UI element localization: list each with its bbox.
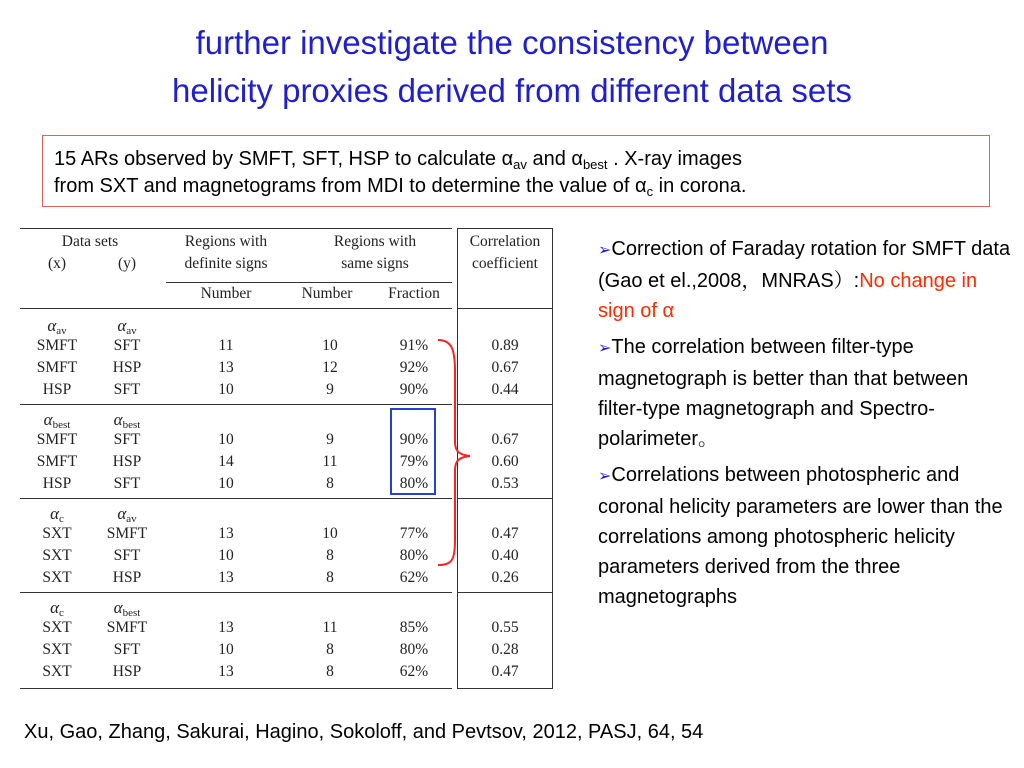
header-same: Regions with — [333, 233, 417, 250]
table-cell: HSP — [112, 569, 142, 586]
bullet-text: The correlation between filter-type magnetograph is better than that between filter-type magnetograph and Spectro- polarimeter。 — [598, 336, 969, 450]
table-cell: 10 — [218, 547, 234, 564]
slide-title-line1: further investigate the consistency between — [195, 24, 829, 61]
table-cell: 11 — [218, 337, 234, 354]
header-fraction: Fraction — [388, 285, 440, 302]
table-cell: SFT — [113, 547, 141, 564]
table-cell: 0.47 — [491, 525, 519, 542]
bullet-item — [598, 332, 1018, 454]
table-cell: SMFT — [36, 337, 78, 354]
header-number: Number — [301, 285, 353, 302]
table-cell: 80% — [399, 475, 429, 492]
table-cell: 13 — [218, 525, 234, 542]
group-x-alpha: $\alpha_{av}$ — [47, 316, 67, 337]
bullet-item — [598, 234, 1018, 326]
bullet-item — [598, 460, 1018, 612]
table-cell: 11 — [322, 619, 338, 636]
table-cell: 8 — [326, 569, 334, 586]
table-cell: 8 — [326, 641, 334, 658]
arrow-bullet-icon: ➢ — [598, 468, 612, 485]
table-cell: 91% — [399, 337, 429, 354]
bullet-list — [598, 234, 1018, 618]
table-cell: 0.40 — [491, 547, 519, 564]
table-cell: SXT — [42, 547, 72, 564]
header-number: Number — [200, 285, 252, 302]
header-corr: Correlation — [469, 233, 541, 250]
table-cell: 0.89 — [491, 337, 519, 354]
intro-sub: best — [582, 157, 608, 172]
table-cell: HSP — [112, 453, 142, 470]
table-cell: SMFT — [106, 525, 148, 542]
table-cell: SFT — [113, 381, 141, 398]
slide-title-line2: helicity proxies derived from different data sets — [172, 72, 852, 109]
table-cell: HSP — [112, 359, 142, 376]
table-cell: HSP — [112, 663, 142, 680]
table-cell: 92% — [399, 359, 429, 376]
table-cell: 12 — [322, 359, 338, 376]
table-cell: SXT — [42, 641, 72, 658]
table-cell: 9 — [326, 431, 334, 448]
table-cell: HSP — [42, 381, 72, 398]
table-cell: 11 — [322, 453, 338, 470]
arrow-bullet-icon: ➢ — [598, 340, 612, 357]
intro-text: and α — [526, 148, 583, 170]
table-cell: SFT — [113, 641, 141, 658]
table-cell: 8 — [326, 663, 334, 680]
table-cell: 8 — [326, 475, 334, 492]
arrow-bullet-icon: ➢ — [598, 242, 612, 259]
header-y: (y) — [117, 255, 137, 272]
table-cell: 0.53 — [491, 475, 519, 492]
curly-bracket — [438, 340, 470, 565]
table-cell: 0.55 — [491, 619, 519, 636]
table-cell: 0.47 — [491, 663, 519, 680]
table-cell: 90% — [399, 431, 429, 448]
table-cell: SXT — [42, 619, 72, 636]
intro-text: from SXT and magnetograms from MDI to determine the value of α — [54, 175, 647, 197]
table-cell: 80% — [399, 641, 429, 658]
bullet-highlight: No change in sign of α — [598, 270, 978, 322]
highlight-box — [391, 409, 435, 494]
table-cell: 90% — [399, 381, 429, 398]
bullet-text: Correlations between photospheric and coronal helicity parameters are lower than the correlations among photospheric helicity parameters derived from the three magnetographs — [598, 464, 1003, 608]
citation: Xu, Gao, Zhang, Sakurai, Hagino, Sokoloff, and Pevtsov, 2012, PASJ, 64, 54 — [24, 721, 704, 743]
header-same: same signs — [341, 255, 409, 272]
header-definite: definite signs — [184, 255, 268, 272]
table-cell: 13 — [218, 569, 234, 586]
table-cell: 10 — [322, 525, 338, 542]
group-x-alpha: $\alpha_c$ — [50, 504, 64, 525]
table-cell: 0.67 — [491, 359, 519, 376]
intro-sub: c — [646, 184, 654, 199]
intro-text: . X-ray images — [607, 148, 743, 170]
table-cell: 0.26 — [491, 569, 519, 586]
table-cell: SFT — [113, 475, 141, 492]
table-cell: 13 — [218, 663, 234, 680]
table-cell: 10 — [322, 337, 338, 354]
table-cell: 62% — [399, 569, 429, 586]
group-y-alpha: $\alpha_{best}$ — [113, 598, 141, 619]
table-cell: SFT — [113, 431, 141, 448]
group-y-alpha: $\alpha_{av}$ — [117, 504, 137, 525]
table-cell: HSP — [42, 475, 72, 492]
header-data-sets: Data sets — [61, 233, 119, 250]
table-cell: 0.67 — [491, 431, 519, 448]
table-cell: 10 — [218, 475, 234, 492]
table-cell: SXT — [42, 663, 72, 680]
table-cell: 80% — [399, 547, 429, 564]
table-cell: 10 — [218, 381, 234, 398]
intro-text: in corona. — [653, 175, 747, 197]
header-corr: coefficient — [472, 255, 538, 272]
group-x-alpha: $\alpha_{best}$ — [43, 410, 71, 431]
header-x: (x) — [47, 255, 67, 272]
table-cell: 9 — [326, 381, 334, 398]
table-cell: 0.28 — [491, 641, 519, 658]
table-cell: SXT — [42, 569, 72, 586]
table-cell: 8 — [326, 547, 334, 564]
group-x-alpha: $\alpha_c$ — [50, 598, 64, 619]
table-cell: 0.60 — [491, 453, 519, 470]
table-cell: 13 — [218, 619, 234, 636]
table-cell: SMFT — [36, 359, 78, 376]
table-cell: SMFT — [36, 453, 78, 470]
table-cell: 79% — [399, 453, 429, 470]
table-cell: SMFT — [36, 431, 78, 448]
table-cell: 0.44 — [491, 381, 519, 398]
table-cell: 77% — [399, 525, 429, 542]
table-cell: 10 — [218, 431, 234, 448]
group-y-alpha: $\alpha_{av}$ — [117, 316, 137, 337]
bullet-text: Correction of Faraday rotation for SMFT data (Gao et el.,2008，MNRAS）: — [598, 238, 1011, 292]
table-cell: 14 — [218, 453, 234, 470]
header-definite: Regions with — [184, 233, 268, 250]
table-cell: 62% — [399, 663, 429, 680]
intro-sub: av — [513, 157, 527, 172]
table-cell: 13 — [218, 359, 234, 376]
table-cell: SMFT — [106, 619, 148, 636]
table-cell: 10 — [218, 641, 234, 658]
table-cell: SFT — [113, 337, 141, 354]
table-cell: 85% — [399, 619, 429, 636]
intro-text: 15 ARs observed by SMFT, SFT, HSP to calculate α — [54, 148, 514, 170]
table-cell: SXT — [42, 525, 72, 542]
group-y-alpha: $\alpha_{best}$ — [113, 410, 141, 431]
